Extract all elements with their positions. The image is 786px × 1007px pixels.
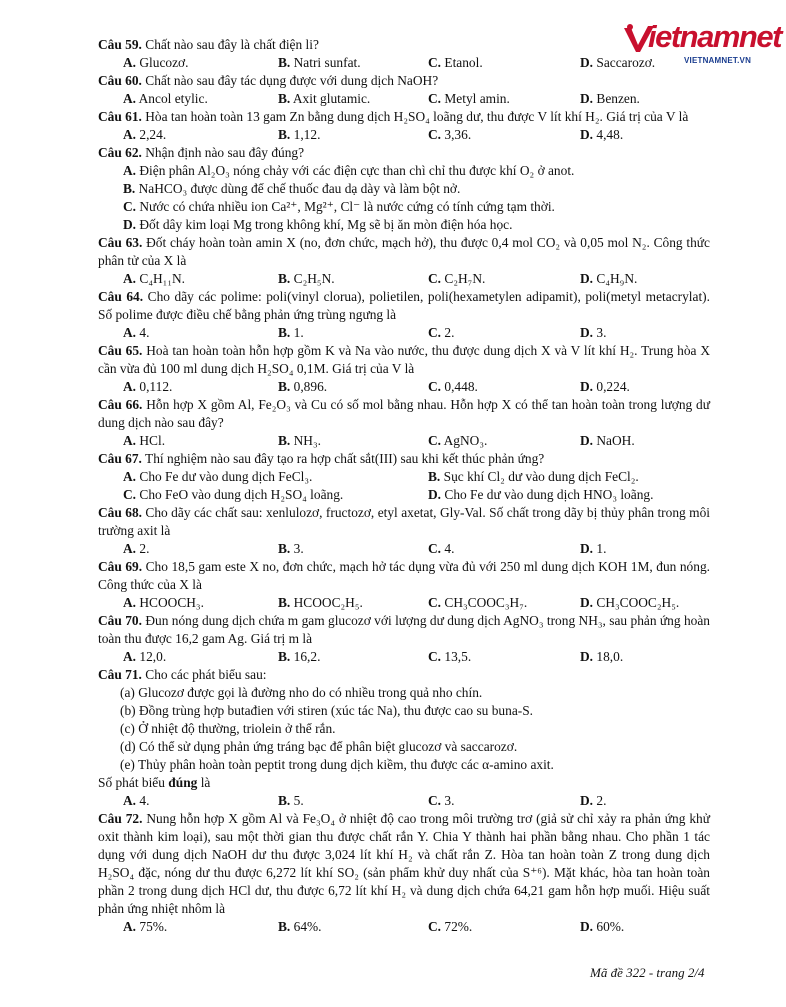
option-b: B. 5. xyxy=(278,793,304,808)
question-number: Câu 59. xyxy=(98,37,142,52)
option-d: D. Đốt dây kim loại Mg trong không khí, Mg sẽ bị ăn mòn điện hóa học. xyxy=(123,217,513,232)
question-68 xyxy=(98,504,710,558)
question-number: Câu 66. xyxy=(98,397,143,412)
question-text: Cho các phát biểu sau: xyxy=(145,667,267,682)
question-72 xyxy=(98,810,710,936)
option-c: C. Nước có chứa nhiều ion Ca²⁺, Mg²⁺, Cl⁻ là nước cứng có tính cứng tạm thời. xyxy=(123,199,555,214)
option-row xyxy=(98,90,710,108)
question-number: Câu 60. xyxy=(98,73,142,88)
option-a: A. HCl. xyxy=(123,433,166,448)
option-row xyxy=(98,540,710,558)
option-row xyxy=(98,918,710,936)
option-c: C. 2. xyxy=(428,325,455,340)
option-b: B. NH₃. xyxy=(278,433,321,448)
exam-content xyxy=(98,36,710,936)
option-row xyxy=(98,648,710,666)
question-number: Câu 72. xyxy=(98,811,143,826)
question-text: Nhận định nào sau đây đúng? xyxy=(145,145,305,160)
page-footer: Mã đề 322 - trang 2/4 xyxy=(590,965,705,980)
question-text: Cho dãy các polime: poli(vinyl clorua), polietilen, poli(hexametylen adipamit), poli(metyl metacrylat). Số polime được điều chế bằng phản ứng trùng ngưng là xyxy=(98,289,710,322)
option-d: D. C₄H₉N. xyxy=(580,271,638,286)
question-66 xyxy=(98,396,710,450)
option-a: A. 4. xyxy=(123,325,150,340)
question-text: Hòa tan hoàn toàn 13 gam Zn bằng dung dịch H₂SO₄ loãng dư, thu được V lít khí H₂. Giá trị của V là xyxy=(145,109,689,124)
option-a: A. 2. xyxy=(123,541,150,556)
question-number: Câu 69. xyxy=(98,559,143,574)
option-d: D. 0,224. xyxy=(580,379,630,394)
option-d: D. 2. xyxy=(580,793,607,808)
question-63 xyxy=(98,234,710,288)
option-b: B. NaHCO₃ được dùng để chế thuốc đau dạ dày và làm bột nở. xyxy=(123,181,461,196)
option-row xyxy=(98,594,710,612)
option-c: C. CH₃COOC₃H₇. xyxy=(428,595,528,610)
question-number: Câu 65. xyxy=(98,343,143,358)
question-number: Câu 68. xyxy=(98,505,142,520)
option-b: B. 16,2. xyxy=(278,649,321,664)
question-64 xyxy=(98,288,710,342)
option-a: A. 2,24. xyxy=(123,127,167,142)
option-b: B. Sục khí Cl₂ dư vào dung dịch FeCl₂. xyxy=(428,469,639,484)
option-b: B. C₂H₅N. xyxy=(278,271,335,286)
question-text: Hoà tan hoàn toàn hỗn hợp gồm K và Na vào nước, thu được dung dịch X và V lít khí H₂. Trung hòa X cần vừa đủ 100 ml dung dịch H₂SO₄ 0,1M. Giá trị của V là xyxy=(98,343,710,376)
option-b: B. 64%. xyxy=(278,919,322,934)
option-b: B. Natri sunfat. xyxy=(278,55,361,70)
option-a: A. 0,112. xyxy=(123,379,173,394)
option-a: A. Ancol etylic. xyxy=(123,91,208,106)
question-number: Câu 63. xyxy=(98,235,143,250)
question-ask: Số phát biểu đúng là xyxy=(98,775,211,790)
option-row xyxy=(98,432,710,450)
option-d: D. NaOH. xyxy=(580,433,635,448)
option-a: A. Cho Fe dư vào dung dịch FeCl₃. xyxy=(123,469,313,484)
question-number: Câu 70. xyxy=(98,613,142,628)
option-c: C. C₂H₇N. xyxy=(428,271,486,286)
option-d: D. Saccarozơ. xyxy=(580,55,656,70)
option-d: D. 60%. xyxy=(580,919,625,934)
option-c: C. 3,36. xyxy=(428,127,472,142)
option-a: A. 75%. xyxy=(123,919,168,934)
question-text: Đun nóng dung dịch chứa m gam glucozơ với lượng dư dung dịch AgNO₃ trong NH₃, sau phản ứng hoàn toàn thu được 16,2 gam Ag. Giá trị m là xyxy=(98,613,710,646)
question-62 xyxy=(98,144,710,234)
option-d: D. Benzen. xyxy=(580,91,640,106)
question-text: Chất nào sau đây tác dụng được với dung dịch NaOH? xyxy=(145,73,439,88)
option-d: D. CH₃COOC₂H₅. xyxy=(580,595,680,610)
question-text: Thí nghiệm nào sau đây tạo ra hợp chất sắt(III) sau khi kết thúc phản ứng? xyxy=(145,451,545,466)
option-b: B. HCOOC₂H₅. xyxy=(278,595,363,610)
option-b: B. 1. xyxy=(278,325,304,340)
question-59 xyxy=(98,36,710,72)
option-row xyxy=(98,54,710,72)
option-d: D. 1. xyxy=(580,541,607,556)
logo-url: VIETNAMNET.VN xyxy=(684,56,752,65)
option-row xyxy=(98,486,710,504)
option-a: A. Glucozơ. xyxy=(123,55,189,70)
question-number: Câu 71. xyxy=(98,667,142,682)
question-number: Câu 67. xyxy=(98,451,142,466)
question-61 xyxy=(98,108,710,144)
option-d: D. 3. xyxy=(580,325,607,340)
question-number: Câu 61. xyxy=(98,109,142,124)
statement-a: (a) Glucozơ được gọi là đường nho do có nhiều trong quả nho chín. xyxy=(120,685,483,700)
question-text: Nung hỗn hợp X gồm Al và Fe₃O₄ ở nhiệt độ cao trong môi trường trơ (giả sử chỉ xảy ra phản ứng khử oxit thành kim loại), sau một thời gian thu được chất rắn Y. Chia Y thành hai phần bằng nhau. Cho phần 1 tác dụng với dung dịch NaOH dư thu được 3,024 lít khí H₂ và chất rắn Z. Hòa tan hoàn toàn Z trong dung dịch H₂SO₄ đặc, nóng dư thu được 6,272 lít khí SO₂ (sản phẩm khử duy nhất của S⁺⁶). Mặt khác, hòa tan hoàn toàn phần 2 trong dung dịch HCl dư, thu được 6,72 lít khí H₂ và dung dịch chứa 64,21 gam hỗn hợp muối. Hiệu suất phản ứng nhiệt nhôm là xyxy=(98,811,710,916)
option-a: A. C₄H₁₁N. xyxy=(123,271,186,286)
option-row xyxy=(98,324,710,342)
option-d: D. 4,48. xyxy=(580,127,624,142)
option-b: B. 0,896. xyxy=(278,379,328,394)
option-row xyxy=(98,126,710,144)
option-c: C. Metyl amin. xyxy=(428,91,510,106)
option-row xyxy=(98,378,710,396)
question-text: Đốt cháy hoàn toàn amin X (no, đơn chức, mạch hở), thu được 0,4 mol CO₂ và 0,05 mol N₂. Công thức phân tử của X là xyxy=(98,235,710,268)
option-row xyxy=(98,468,710,486)
option-c: C. 72%. xyxy=(428,919,473,934)
option-c: C. Cho FeO vào dung dịch H₂SO₄ loãng. xyxy=(123,487,344,502)
question-65 xyxy=(98,342,710,396)
option-c: C. AgNO₃. xyxy=(428,433,488,448)
question-number: Câu 64. xyxy=(98,289,144,304)
question-text: Cho dãy các chất sau: xenlulozơ, fructozơ, etyl axetat, Gly-Val. Số chất trong dãy bị thủy phân trong môi trường axit là xyxy=(98,505,710,538)
question-60 xyxy=(98,72,710,108)
question-text: Hỗn hợp X gồm Al, Fe₂O₃ và Cu có số mol bằng nhau. Hỗn hợp X có thể tan hoàn toàn trong lượng dư dung dịch nào sau đây? xyxy=(98,397,710,430)
option-a: A. 12,0. xyxy=(123,649,167,664)
option-row xyxy=(98,270,710,288)
statement-d: (d) Có thể sử dụng phản ứng tráng bạc để phân biệt glucozơ và saccarozơ. xyxy=(120,739,518,754)
question-text: Chất nào sau đây là chất điện li? xyxy=(145,37,319,52)
question-71 xyxy=(98,666,710,810)
option-c: C. 3. xyxy=(428,793,455,808)
logo-wordmark: ietnamnet xyxy=(648,19,781,54)
question-text: Cho 18,5 gam este X no, đơn chức, mạch hở tác dụng vừa đủ với 250 ml dung dịch KOH 1M, đun nóng. Công thức của X là xyxy=(98,559,710,592)
question-69 xyxy=(98,558,710,612)
option-c: C. Etanol. xyxy=(428,55,483,70)
option-b: B. 1,12. xyxy=(278,127,321,142)
option-a: A. HCOOCH₃. xyxy=(123,595,204,610)
option-d: D. Cho Fe dư vào dung dịch HNO₃ loãng. xyxy=(428,487,654,502)
option-a: A. 4. xyxy=(123,793,150,808)
option-a: A. Điện phân Al₂O₃ nóng chảy với các điện cực than chì chỉ thu được khí O₂ ở anot. xyxy=(123,163,575,178)
statement-c: (c) Ở nhiệt độ thường, triolein ở thể rắn. xyxy=(120,721,336,736)
question-number: Câu 62. xyxy=(98,145,142,160)
statement-b: (b) Đồng trùng hợp butađien với stiren (xúc tác Na), thu được cao su buna-S. xyxy=(120,703,534,718)
option-c: C. 13,5. xyxy=(428,649,472,664)
question-70 xyxy=(98,612,710,666)
option-d: D. 18,0. xyxy=(580,649,624,664)
option-b: B. Axit glutamic. xyxy=(278,91,371,106)
option-c: C. 0,448. xyxy=(428,379,478,394)
option-c: C. 4. xyxy=(428,541,455,556)
option-row xyxy=(98,792,710,810)
option-b: B. 3. xyxy=(278,541,304,556)
statement-e: (e) Thủy phân hoàn toàn peptit trong dung dịch kiềm, thu được các α-amino axit. xyxy=(120,757,554,772)
question-67 xyxy=(98,450,710,504)
